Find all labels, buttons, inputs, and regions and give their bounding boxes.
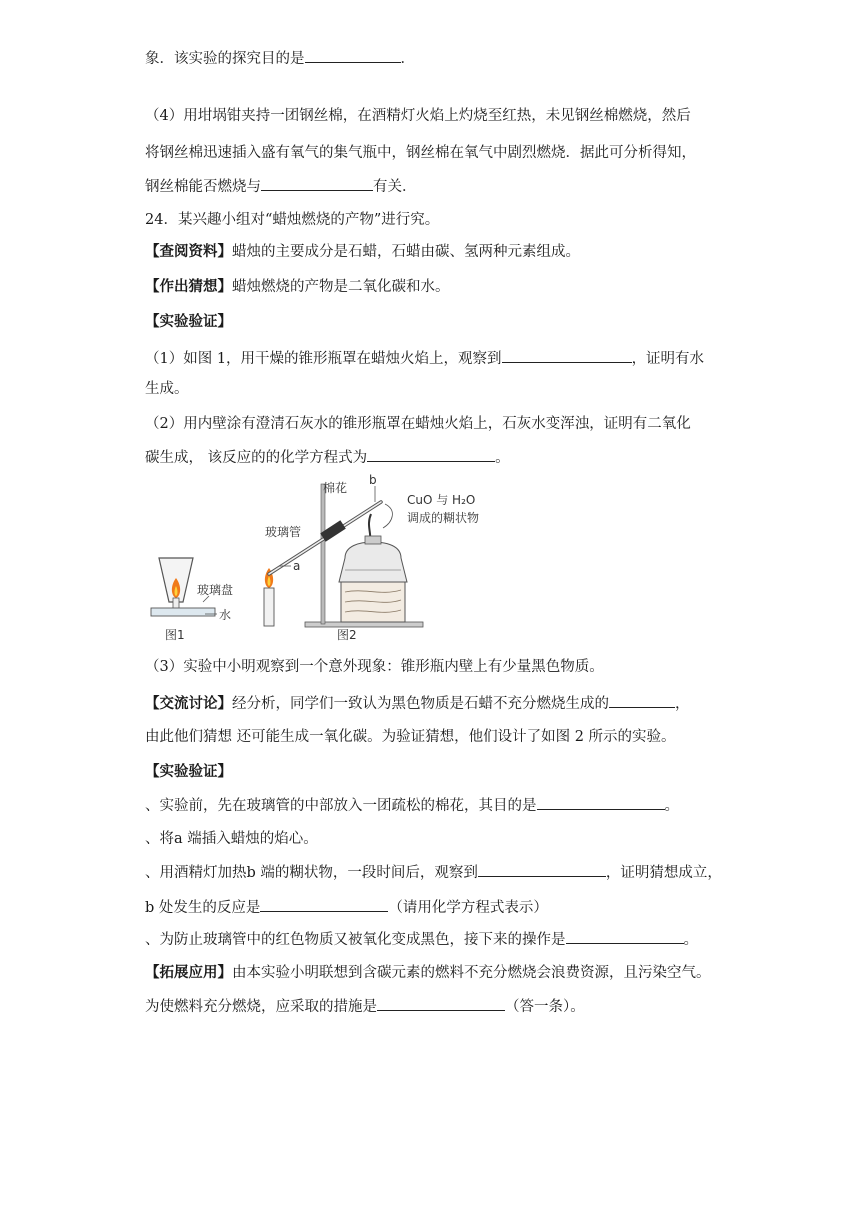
answer-blank [260, 896, 388, 912]
text-line: 钢丝棉能否燃烧与 有关． [145, 175, 725, 197]
alcohol-lamp [339, 542, 407, 582]
figure-1-caption: 图1 [165, 628, 185, 642]
figure-2 [264, 474, 479, 642]
answer-blank [537, 794, 665, 810]
label-water: 水 [219, 608, 232, 622]
text-line: 为使燃料充分燃烧，应采取的措施是 （答一条）。 [145, 995, 725, 1017]
figure-2-caption: 图2 [337, 628, 357, 642]
glass-plate-water [151, 608, 215, 616]
text-line: 【交流讨论】经分析，同学们一致认为黑色物质是石蜡不充分燃烧生成的 ， [145, 692, 725, 714]
experiment-figure [145, 474, 525, 646]
answer-blank [502, 347, 632, 363]
figure-1 [151, 558, 233, 642]
text-line: 生成。 [145, 381, 189, 397]
label-paste-2: 调成的糊状物 [407, 511, 480, 525]
text-line: 【拓展应用】由本实验小明联想到含碳元素的燃料不充分燃烧会浪费资源，且污染空气。 [145, 964, 711, 981]
text-line: 、实验前，先在玻璃管的中部放入一团疏松的棉花，其目的是 。 [145, 794, 725, 816]
answer-blank [478, 861, 606, 877]
section-heading: 【实验验证】 [145, 313, 232, 330]
text-line: （1）如图 1，用干燥的锥形瓶罩在蜡烛火焰上，观察到 ，证明有水 [145, 347, 725, 369]
text-line: 、为防止玻璃管中的红色物质又被氧化变成黑色，接下来的操作是 。 [145, 928, 725, 950]
text-line: 、将a 端插入蜡烛的焰心。 [145, 831, 318, 847]
text-line: b 处发生的反应是 （请用化学方程式表示） [145, 896, 725, 918]
stand-rod [321, 484, 325, 624]
answer-blank [566, 928, 684, 944]
answer-blank [367, 446, 495, 462]
question-24-title: 24．某兴趣小组对“蜡烛燃烧的产物”进行究。 [145, 212, 440, 228]
label-end-a: a [293, 559, 301, 573]
label-glass-tube: 玻璃管 [265, 525, 302, 539]
label-end-b: b [369, 474, 377, 487]
answer-blank [377, 995, 505, 1011]
label-glass-plate: 玻璃盘 [197, 583, 234, 597]
text-line: 将钢丝棉迅速插入盛有氧气的集气瓶中，钢丝棉在氧气中剧烈燃烧．据此可分析得知， [145, 145, 696, 161]
section-heading: 【实验验证】 [145, 763, 232, 780]
text-line: 【作出猜想】蜡烛燃烧的产物是二氧化碳和水。 [145, 278, 450, 295]
text-line: 【查阅资料】蜡烛的主要成分是石蜡，石蜡由碳、氢两种元素组成。 [145, 243, 580, 260]
candle [264, 588, 274, 626]
text-line: （2）用内壁涂有澄清石灰水的锥形瓶罩在蜡烛火焰上，石灰水变浑浊，证明有二氧化 [145, 416, 691, 432]
text-line: （4）用坩埚钳夹持一团钢丝棉，在酒精灯火焰上灼烧至红热，未见钢丝棉燃烧，然后 [145, 108, 691, 124]
answer-blank [261, 175, 373, 191]
text-line: 碳生成， 该反应的的化学方程式为 。 [145, 446, 725, 468]
apparatus-diagram [145, 474, 525, 646]
label-paste-1: CuO 与 H₂O [407, 493, 476, 507]
text-line: 由此他们猜想 还可能生成一氧化碳。为验证猜想，他们设计了如图 2 所示的实验。 [145, 729, 676, 745]
answer-blank [609, 692, 675, 708]
text-line: （3）实验中小明观察到一个意外现象：锥形瓶内壁上有少量黑色物质。 [145, 659, 604, 675]
answer-blank [305, 47, 401, 63]
label-cotton: 棉花 [323, 481, 348, 495]
text-line: 象．该实验的探究目的是 ． [145, 47, 725, 69]
text-line: 、用酒精灯加热b 端的糊状物，一段时间后，观察到 ，证明猜想成立， [145, 861, 725, 883]
